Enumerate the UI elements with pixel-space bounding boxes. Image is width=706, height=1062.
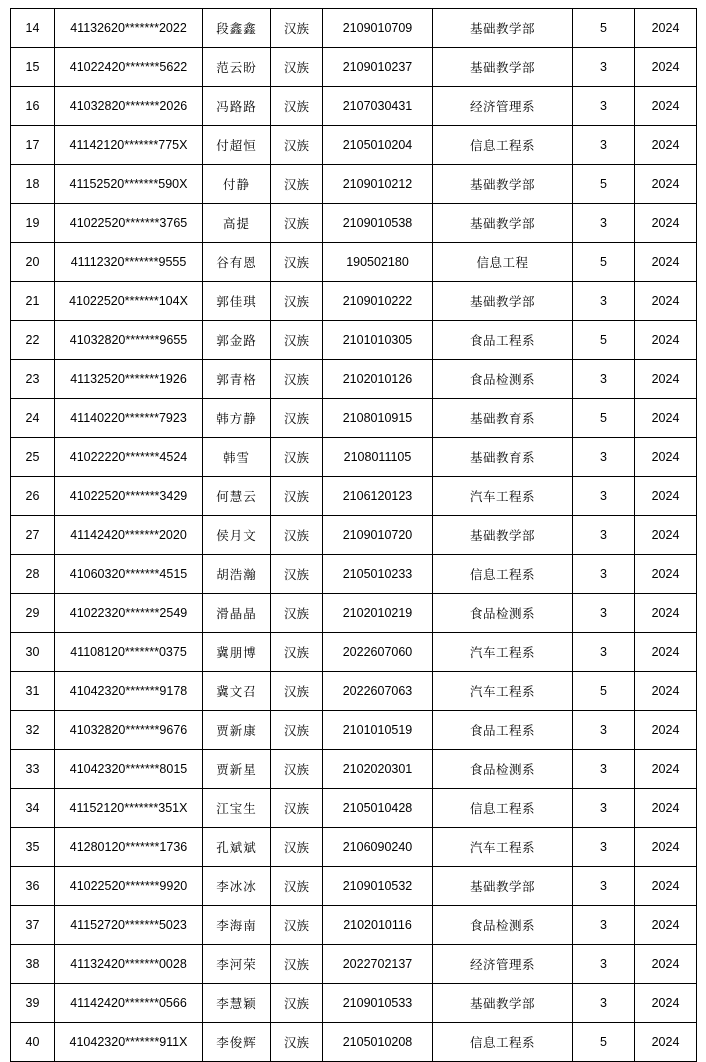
cell-score: 5 bbox=[573, 672, 635, 711]
cell-name: 李河荣 bbox=[203, 945, 271, 984]
cell-id-number: 41112320*******9555 bbox=[55, 243, 203, 282]
cell-index: 21 bbox=[11, 282, 55, 321]
cell-year: 2024 bbox=[635, 165, 697, 204]
cell-name: 李慧颖 bbox=[203, 984, 271, 1023]
cell-score: 3 bbox=[573, 789, 635, 828]
cell-name: 孔斌斌 bbox=[203, 828, 271, 867]
cell-department: 信息工程系 bbox=[433, 126, 573, 165]
cell-id-number: 41142420*******2020 bbox=[55, 516, 203, 555]
cell-student-number: 2022607063 bbox=[323, 672, 433, 711]
cell-department: 信息工程 bbox=[433, 243, 573, 282]
cell-department: 基础教育系 bbox=[433, 399, 573, 438]
cell-ethnicity: 汉族 bbox=[271, 321, 323, 360]
table-row bbox=[11, 789, 697, 828]
cell-student-number: 2109010720 bbox=[323, 516, 433, 555]
cell-ethnicity: 汉族 bbox=[271, 243, 323, 282]
cell-department: 基础教学部 bbox=[433, 204, 573, 243]
cell-score: 3 bbox=[573, 867, 635, 906]
cell-year: 2024 bbox=[635, 555, 697, 594]
cell-year: 2024 bbox=[635, 750, 697, 789]
cell-ethnicity: 汉族 bbox=[271, 555, 323, 594]
cell-department: 食品检测系 bbox=[433, 750, 573, 789]
cell-index: 35 bbox=[11, 828, 55, 867]
cell-student-number: 2102020301 bbox=[323, 750, 433, 789]
cell-ethnicity: 汉族 bbox=[271, 87, 323, 126]
cell-index: 14 bbox=[11, 9, 55, 48]
cell-name: 郭佳琪 bbox=[203, 282, 271, 321]
cell-score: 3 bbox=[573, 906, 635, 945]
cell-student-number: 2109010222 bbox=[323, 282, 433, 321]
cell-id-number: 41022220*******4524 bbox=[55, 438, 203, 477]
cell-student-number: 2109010709 bbox=[323, 9, 433, 48]
cell-student-number: 2105010428 bbox=[323, 789, 433, 828]
table-row bbox=[11, 360, 697, 399]
cell-student-number: 2106120123 bbox=[323, 477, 433, 516]
cell-student-number: 190502180 bbox=[323, 243, 433, 282]
cell-department: 信息工程系 bbox=[433, 1023, 573, 1062]
cell-score: 5 bbox=[573, 9, 635, 48]
cell-score: 5 bbox=[573, 165, 635, 204]
cell-department: 汽车工程系 bbox=[433, 828, 573, 867]
cell-year: 2024 bbox=[635, 867, 697, 906]
cell-ethnicity: 汉族 bbox=[271, 789, 323, 828]
cell-ethnicity: 汉族 bbox=[271, 750, 323, 789]
cell-index: 39 bbox=[11, 984, 55, 1023]
cell-department: 基础教学部 bbox=[433, 165, 573, 204]
table-row bbox=[11, 399, 697, 438]
cell-name: 郭金路 bbox=[203, 321, 271, 360]
cell-name: 侯月文 bbox=[203, 516, 271, 555]
cell-score: 3 bbox=[573, 594, 635, 633]
cell-name: 滑晶晶 bbox=[203, 594, 271, 633]
table-row bbox=[11, 282, 697, 321]
cell-ethnicity: 汉族 bbox=[271, 360, 323, 399]
cell-id-number: 41280120*******1736 bbox=[55, 828, 203, 867]
cell-ethnicity: 汉族 bbox=[271, 282, 323, 321]
cell-ethnicity: 汉族 bbox=[271, 438, 323, 477]
table-row bbox=[11, 633, 697, 672]
cell-index: 16 bbox=[11, 87, 55, 126]
cell-year: 2024 bbox=[635, 906, 697, 945]
cell-id-number: 41140220*******7923 bbox=[55, 399, 203, 438]
table-row bbox=[11, 945, 697, 984]
cell-index: 29 bbox=[11, 594, 55, 633]
cell-index: 32 bbox=[11, 711, 55, 750]
table-row bbox=[11, 750, 697, 789]
cell-student-number: 2109010533 bbox=[323, 984, 433, 1023]
cell-score: 3 bbox=[573, 516, 635, 555]
cell-index: 30 bbox=[11, 633, 55, 672]
cell-ethnicity: 汉族 bbox=[271, 48, 323, 87]
cell-department: 经济管理系 bbox=[433, 87, 573, 126]
cell-index: 19 bbox=[11, 204, 55, 243]
cell-name: 范云盼 bbox=[203, 48, 271, 87]
cell-year: 2024 bbox=[635, 828, 697, 867]
cell-year: 2024 bbox=[635, 438, 697, 477]
cell-id-number: 41132620*******2022 bbox=[55, 9, 203, 48]
cell-student-number: 2107030431 bbox=[323, 87, 433, 126]
cell-id-number: 41022520*******104X bbox=[55, 282, 203, 321]
cell-name: 韩雪 bbox=[203, 438, 271, 477]
cell-score: 3 bbox=[573, 828, 635, 867]
cell-id-number: 41152520*******590X bbox=[55, 165, 203, 204]
cell-index: 22 bbox=[11, 321, 55, 360]
cell-year: 2024 bbox=[635, 633, 697, 672]
cell-score: 3 bbox=[573, 282, 635, 321]
table-row bbox=[11, 204, 697, 243]
table-row bbox=[11, 477, 697, 516]
cell-ethnicity: 汉族 bbox=[271, 906, 323, 945]
table-row bbox=[11, 711, 697, 750]
cell-id-number: 41022520*******3765 bbox=[55, 204, 203, 243]
cell-score: 5 bbox=[573, 1023, 635, 1062]
cell-department: 基础教学部 bbox=[433, 282, 573, 321]
cell-year: 2024 bbox=[635, 243, 697, 282]
cell-score: 3 bbox=[573, 204, 635, 243]
cell-id-number: 41132520*******1926 bbox=[55, 360, 203, 399]
cell-score: 5 bbox=[573, 399, 635, 438]
table-row bbox=[11, 828, 697, 867]
cell-department: 信息工程系 bbox=[433, 789, 573, 828]
cell-ethnicity: 汉族 bbox=[271, 204, 323, 243]
table-row bbox=[11, 984, 697, 1023]
table-row bbox=[11, 126, 697, 165]
cell-student-number: 2102010116 bbox=[323, 906, 433, 945]
cell-name: 韩方静 bbox=[203, 399, 271, 438]
cell-name: 付超恒 bbox=[203, 126, 271, 165]
cell-department: 基础教学部 bbox=[433, 867, 573, 906]
cell-id-number: 41108120*******0375 bbox=[55, 633, 203, 672]
table-row bbox=[11, 1023, 697, 1062]
cell-name: 付静 bbox=[203, 165, 271, 204]
cell-department: 食品工程系 bbox=[433, 711, 573, 750]
cell-year: 2024 bbox=[635, 9, 697, 48]
cell-id-number: 41060320*******4515 bbox=[55, 555, 203, 594]
cell-department: 汽车工程系 bbox=[433, 672, 573, 711]
cell-id-number: 41142120*******775X bbox=[55, 126, 203, 165]
cell-id-number: 41142420*******0566 bbox=[55, 984, 203, 1023]
cell-index: 28 bbox=[11, 555, 55, 594]
cell-id-number: 41042320*******9178 bbox=[55, 672, 203, 711]
cell-student-number: 2109010237 bbox=[323, 48, 433, 87]
cell-ethnicity: 汉族 bbox=[271, 828, 323, 867]
cell-score: 3 bbox=[573, 48, 635, 87]
cell-score: 3 bbox=[573, 555, 635, 594]
cell-name: 何慧云 bbox=[203, 477, 271, 516]
table-row bbox=[11, 438, 697, 477]
cell-id-number: 41152720*******5023 bbox=[55, 906, 203, 945]
cell-department: 基础教学部 bbox=[433, 984, 573, 1023]
cell-index: 38 bbox=[11, 945, 55, 984]
table-body bbox=[11, 9, 697, 1062]
cell-department: 信息工程系 bbox=[433, 555, 573, 594]
cell-name: 冀文召 bbox=[203, 672, 271, 711]
table-row bbox=[11, 165, 697, 204]
cell-name: 李俊辉 bbox=[203, 1023, 271, 1062]
cell-index: 20 bbox=[11, 243, 55, 282]
cell-score: 3 bbox=[573, 438, 635, 477]
cell-department: 食品检测系 bbox=[433, 906, 573, 945]
cell-index: 34 bbox=[11, 789, 55, 828]
cell-department: 汽车工程系 bbox=[433, 477, 573, 516]
cell-ethnicity: 汉族 bbox=[271, 633, 323, 672]
cell-index: 27 bbox=[11, 516, 55, 555]
student-roster-table bbox=[10, 8, 697, 1062]
table-row bbox=[11, 9, 697, 48]
cell-id-number: 41132420*******0028 bbox=[55, 945, 203, 984]
cell-ethnicity: 汉族 bbox=[271, 399, 323, 438]
cell-id-number: 41022320*******2549 bbox=[55, 594, 203, 633]
cell-id-number: 41032820*******2026 bbox=[55, 87, 203, 126]
table-row bbox=[11, 906, 697, 945]
cell-year: 2024 bbox=[635, 789, 697, 828]
cell-score: 5 bbox=[573, 243, 635, 282]
cell-id-number: 41032820*******9676 bbox=[55, 711, 203, 750]
cell-year: 2024 bbox=[635, 321, 697, 360]
cell-ethnicity: 汉族 bbox=[271, 516, 323, 555]
cell-score: 3 bbox=[573, 633, 635, 672]
cell-ethnicity: 汉族 bbox=[271, 984, 323, 1023]
cell-index: 26 bbox=[11, 477, 55, 516]
cell-student-number: 2105010208 bbox=[323, 1023, 433, 1062]
cell-index: 37 bbox=[11, 906, 55, 945]
cell-year: 2024 bbox=[635, 594, 697, 633]
cell-department: 食品工程系 bbox=[433, 321, 573, 360]
cell-department: 经济管理系 bbox=[433, 945, 573, 984]
table-row bbox=[11, 672, 697, 711]
cell-score: 3 bbox=[573, 711, 635, 750]
cell-index: 23 bbox=[11, 360, 55, 399]
cell-name: 李海南 bbox=[203, 906, 271, 945]
cell-student-number: 2109010212 bbox=[323, 165, 433, 204]
cell-score: 3 bbox=[573, 477, 635, 516]
cell-ethnicity: 汉族 bbox=[271, 867, 323, 906]
cell-department: 基础教学部 bbox=[433, 516, 573, 555]
table-row bbox=[11, 516, 697, 555]
cell-year: 2024 bbox=[635, 48, 697, 87]
cell-year: 2024 bbox=[635, 282, 697, 321]
cell-ethnicity: 汉族 bbox=[271, 711, 323, 750]
cell-year: 2024 bbox=[635, 711, 697, 750]
cell-year: 2024 bbox=[635, 360, 697, 399]
cell-student-number: 2022607060 bbox=[323, 633, 433, 672]
cell-year: 2024 bbox=[635, 477, 697, 516]
cell-student-number: 2101010519 bbox=[323, 711, 433, 750]
table-row bbox=[11, 321, 697, 360]
cell-name: 贾新康 bbox=[203, 711, 271, 750]
cell-id-number: 41152120*******351X bbox=[55, 789, 203, 828]
cell-index: 36 bbox=[11, 867, 55, 906]
cell-year: 2024 bbox=[635, 126, 697, 165]
cell-student-number: 2105010204 bbox=[323, 126, 433, 165]
cell-id-number: 41022520*******9920 bbox=[55, 867, 203, 906]
cell-ethnicity: 汉族 bbox=[271, 672, 323, 711]
cell-student-number: 2108010915 bbox=[323, 399, 433, 438]
cell-score: 3 bbox=[573, 360, 635, 399]
cell-index: 24 bbox=[11, 399, 55, 438]
cell-index: 40 bbox=[11, 1023, 55, 1062]
cell-ethnicity: 汉族 bbox=[271, 1023, 323, 1062]
cell-score: 5 bbox=[573, 321, 635, 360]
cell-student-number: 2105010233 bbox=[323, 555, 433, 594]
cell-student-number: 2109010532 bbox=[323, 867, 433, 906]
cell-department: 汽车工程系 bbox=[433, 633, 573, 672]
cell-index: 31 bbox=[11, 672, 55, 711]
table-row bbox=[11, 594, 697, 633]
cell-year: 2024 bbox=[635, 672, 697, 711]
cell-student-number: 2022702137 bbox=[323, 945, 433, 984]
cell-index: 17 bbox=[11, 126, 55, 165]
cell-score: 3 bbox=[573, 984, 635, 1023]
cell-name: 李冰冰 bbox=[203, 867, 271, 906]
cell-department: 食品检测系 bbox=[433, 594, 573, 633]
cell-year: 2024 bbox=[635, 204, 697, 243]
cell-department: 基础教育系 bbox=[433, 438, 573, 477]
cell-student-number: 2102010126 bbox=[323, 360, 433, 399]
cell-name: 胡浩瀚 bbox=[203, 555, 271, 594]
cell-year: 2024 bbox=[635, 1023, 697, 1062]
cell-year: 2024 bbox=[635, 945, 697, 984]
cell-year: 2024 bbox=[635, 984, 697, 1023]
cell-name: 段鑫鑫 bbox=[203, 9, 271, 48]
cell-id-number: 41032820*******9655 bbox=[55, 321, 203, 360]
cell-department: 食品检测系 bbox=[433, 360, 573, 399]
cell-ethnicity: 汉族 bbox=[271, 594, 323, 633]
table-row bbox=[11, 87, 697, 126]
cell-ethnicity: 汉族 bbox=[271, 9, 323, 48]
cell-index: 33 bbox=[11, 750, 55, 789]
cell-student-number: 2102010219 bbox=[323, 594, 433, 633]
cell-name: 冀朋博 bbox=[203, 633, 271, 672]
cell-index: 15 bbox=[11, 48, 55, 87]
table-row bbox=[11, 867, 697, 906]
cell-name: 郭青格 bbox=[203, 360, 271, 399]
cell-index: 18 bbox=[11, 165, 55, 204]
cell-year: 2024 bbox=[635, 87, 697, 126]
cell-ethnicity: 汉族 bbox=[271, 477, 323, 516]
cell-name: 冯路路 bbox=[203, 87, 271, 126]
cell-score: 3 bbox=[573, 126, 635, 165]
cell-id-number: 41022420*******5622 bbox=[55, 48, 203, 87]
cell-name: 高提 bbox=[203, 204, 271, 243]
cell-department: 基础教学部 bbox=[433, 9, 573, 48]
cell-score: 3 bbox=[573, 945, 635, 984]
cell-score: 3 bbox=[573, 750, 635, 789]
cell-name: 谷有恩 bbox=[203, 243, 271, 282]
cell-student-number: 2106090240 bbox=[323, 828, 433, 867]
cell-id-number: 41042320*******911X bbox=[55, 1023, 203, 1062]
cell-name: 贾新星 bbox=[203, 750, 271, 789]
cell-index: 25 bbox=[11, 438, 55, 477]
cell-year: 2024 bbox=[635, 399, 697, 438]
cell-id-number: 41022520*******3429 bbox=[55, 477, 203, 516]
cell-ethnicity: 汉族 bbox=[271, 945, 323, 984]
table-row bbox=[11, 48, 697, 87]
table-row bbox=[11, 243, 697, 282]
cell-score: 3 bbox=[573, 87, 635, 126]
cell-department: 基础教学部 bbox=[433, 48, 573, 87]
cell-year: 2024 bbox=[635, 516, 697, 555]
table-row bbox=[11, 555, 697, 594]
cell-ethnicity: 汉族 bbox=[271, 126, 323, 165]
cell-student-number: 2101010305 bbox=[323, 321, 433, 360]
cell-id-number: 41042320*******8015 bbox=[55, 750, 203, 789]
cell-student-number: 2108011105 bbox=[323, 438, 433, 477]
cell-ethnicity: 汉族 bbox=[271, 165, 323, 204]
cell-name: 江宝生 bbox=[203, 789, 271, 828]
cell-student-number: 2109010538 bbox=[323, 204, 433, 243]
